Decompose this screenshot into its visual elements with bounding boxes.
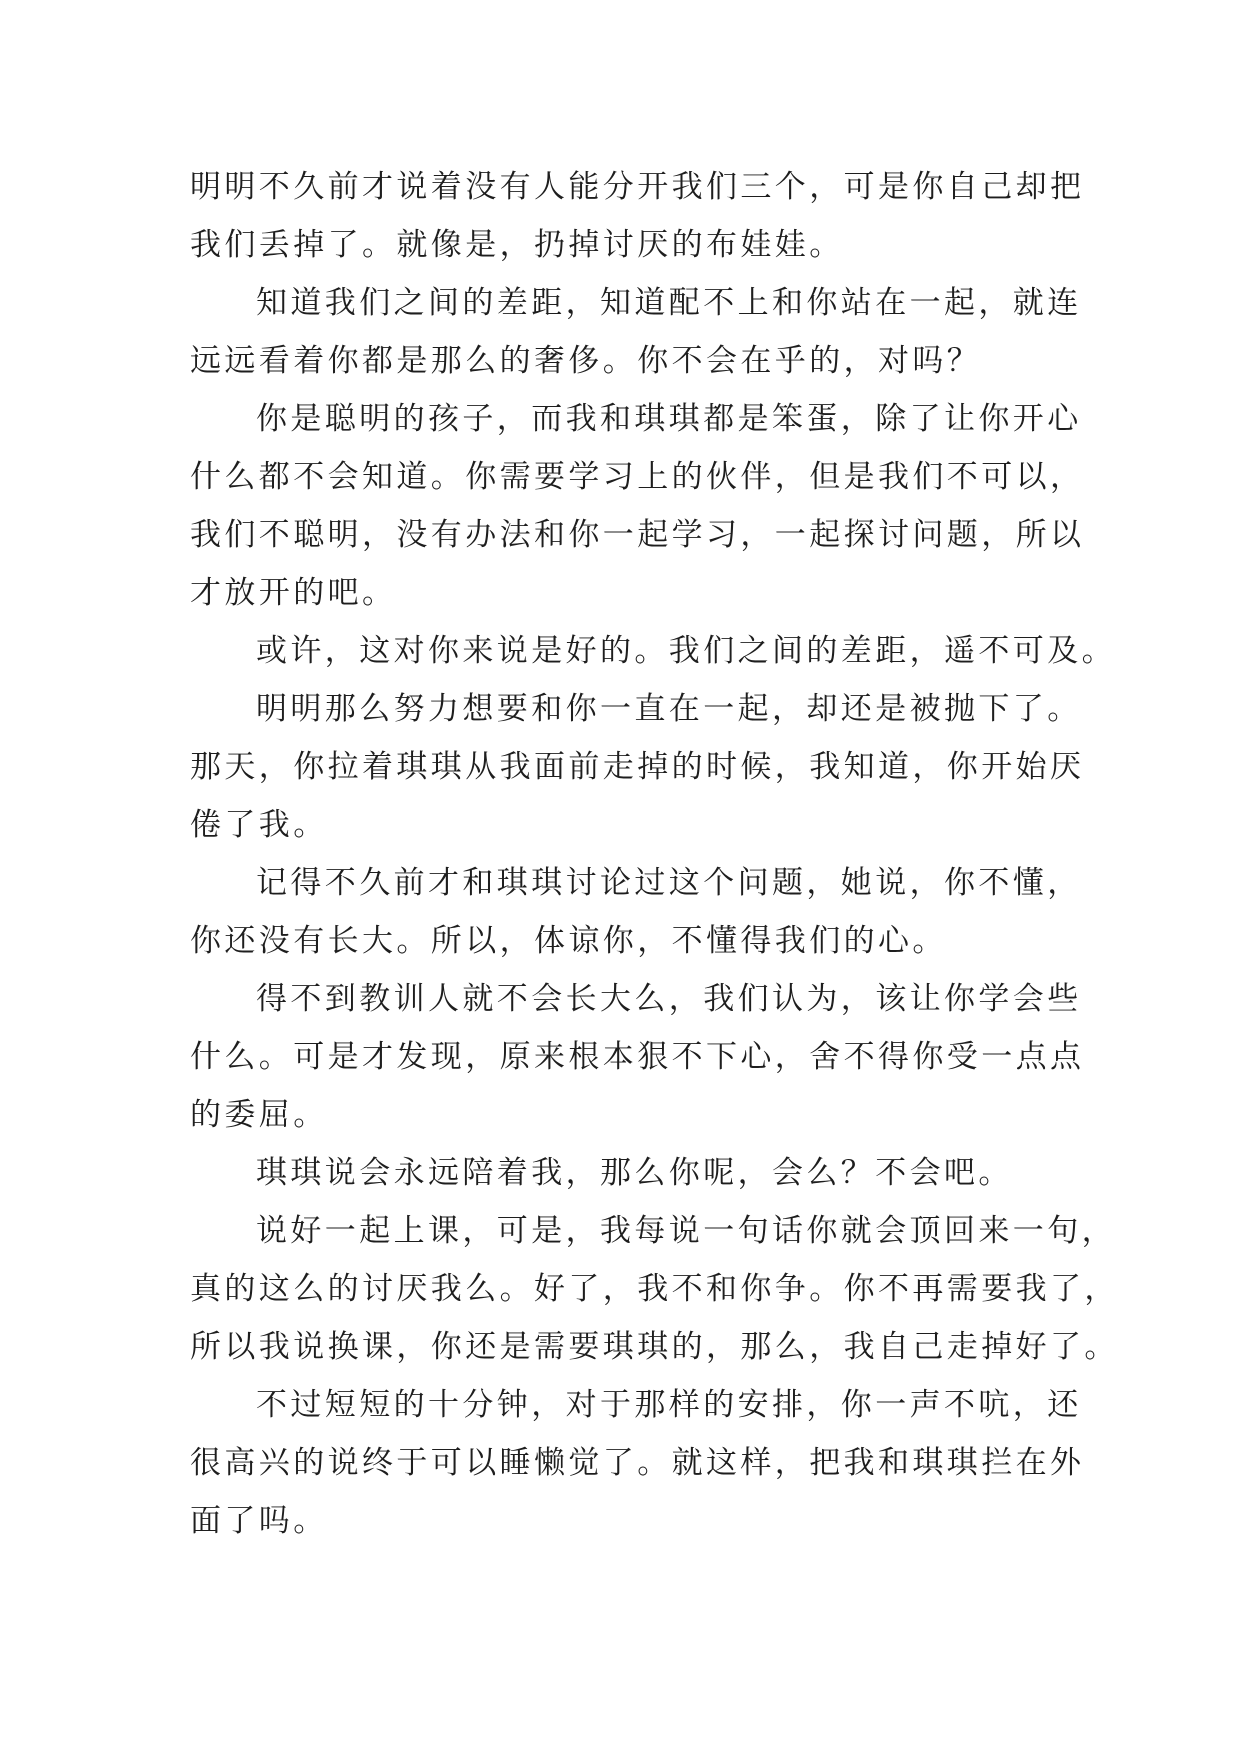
text-line: 倦了我。 [190,807,328,843]
text-line: 你还没有长大。所以，体谅你，不懂得我们的心。 [190,923,947,959]
text-line: 我们丢掉了。就像是，扔掉讨厌的布娃娃。 [190,227,844,263]
text-line: 什么都不会知道。你需要学习上的伙伴，但是我们不可以， [190,459,1085,495]
text-line: 知道我们之间的差距，知道配不上和你站在一起，就连 [256,285,1082,321]
text-line: 很高兴的说终于可以睡懒觉了。就这样，把我和琪琪拦在外 [190,1445,1085,1481]
text-line: 我们不聪明，没有办法和你一起学习，一起探讨问题，所以 [190,517,1085,553]
text-line: 面了吗。 [190,1503,328,1539]
text-line: 那天，你拉着琪琪从我面前走掉的时候，我知道，你开始厌 [190,749,1085,785]
text-line: 明明不久前才说着没有人能分开我们三个，可是你自己却把 [190,169,1085,205]
text-line: 什么。可是才发现，原来根本狠不下心，舍不得你受一点点 [190,1039,1085,1075]
text-line: 得不到教训人就不会长大么，我们认为，该让你学会些 [256,981,1082,1017]
text-line: 说好一起上课，可是，我每说一句话你就会顶回来一句， [256,1213,1116,1249]
text-line: 远远看着你都是那么的奢侈。你不会在乎的，对吗？ [190,343,982,379]
text-line: 所以我说换课，你还是需要琪琪的，那么，我自己走掉好了。 [190,1329,1119,1365]
text-line: 真的这么的讨厌我么。好了，我不和你争。你不再需要我了， [190,1271,1119,1307]
text-line: 不过短短的十分钟，对于那样的安排，你一声不吭，还 [256,1387,1082,1423]
text-line: 你是聪明的孩子，而我和琪琪都是笨蛋，除了让你开心 [256,401,1082,437]
text-line: 才放开的吧。 [190,575,397,611]
text-line: 记得不久前才和琪琪讨论过这个问题，她说，你不懂， [256,865,1082,901]
document-body [190,158,1119,1550]
text-line: 琪琪说会永远陪着我，那么你呢，会么？不会吧。 [256,1155,1013,1191]
text-line: 或许，这对你来说是好的。我们之间的差距，遥不可及。 [256,633,1116,669]
text-line: 的委屈。 [190,1097,328,1133]
text-line: 明明那么努力想要和你一直在一起，却还是被抛下了。 [256,691,1082,727]
